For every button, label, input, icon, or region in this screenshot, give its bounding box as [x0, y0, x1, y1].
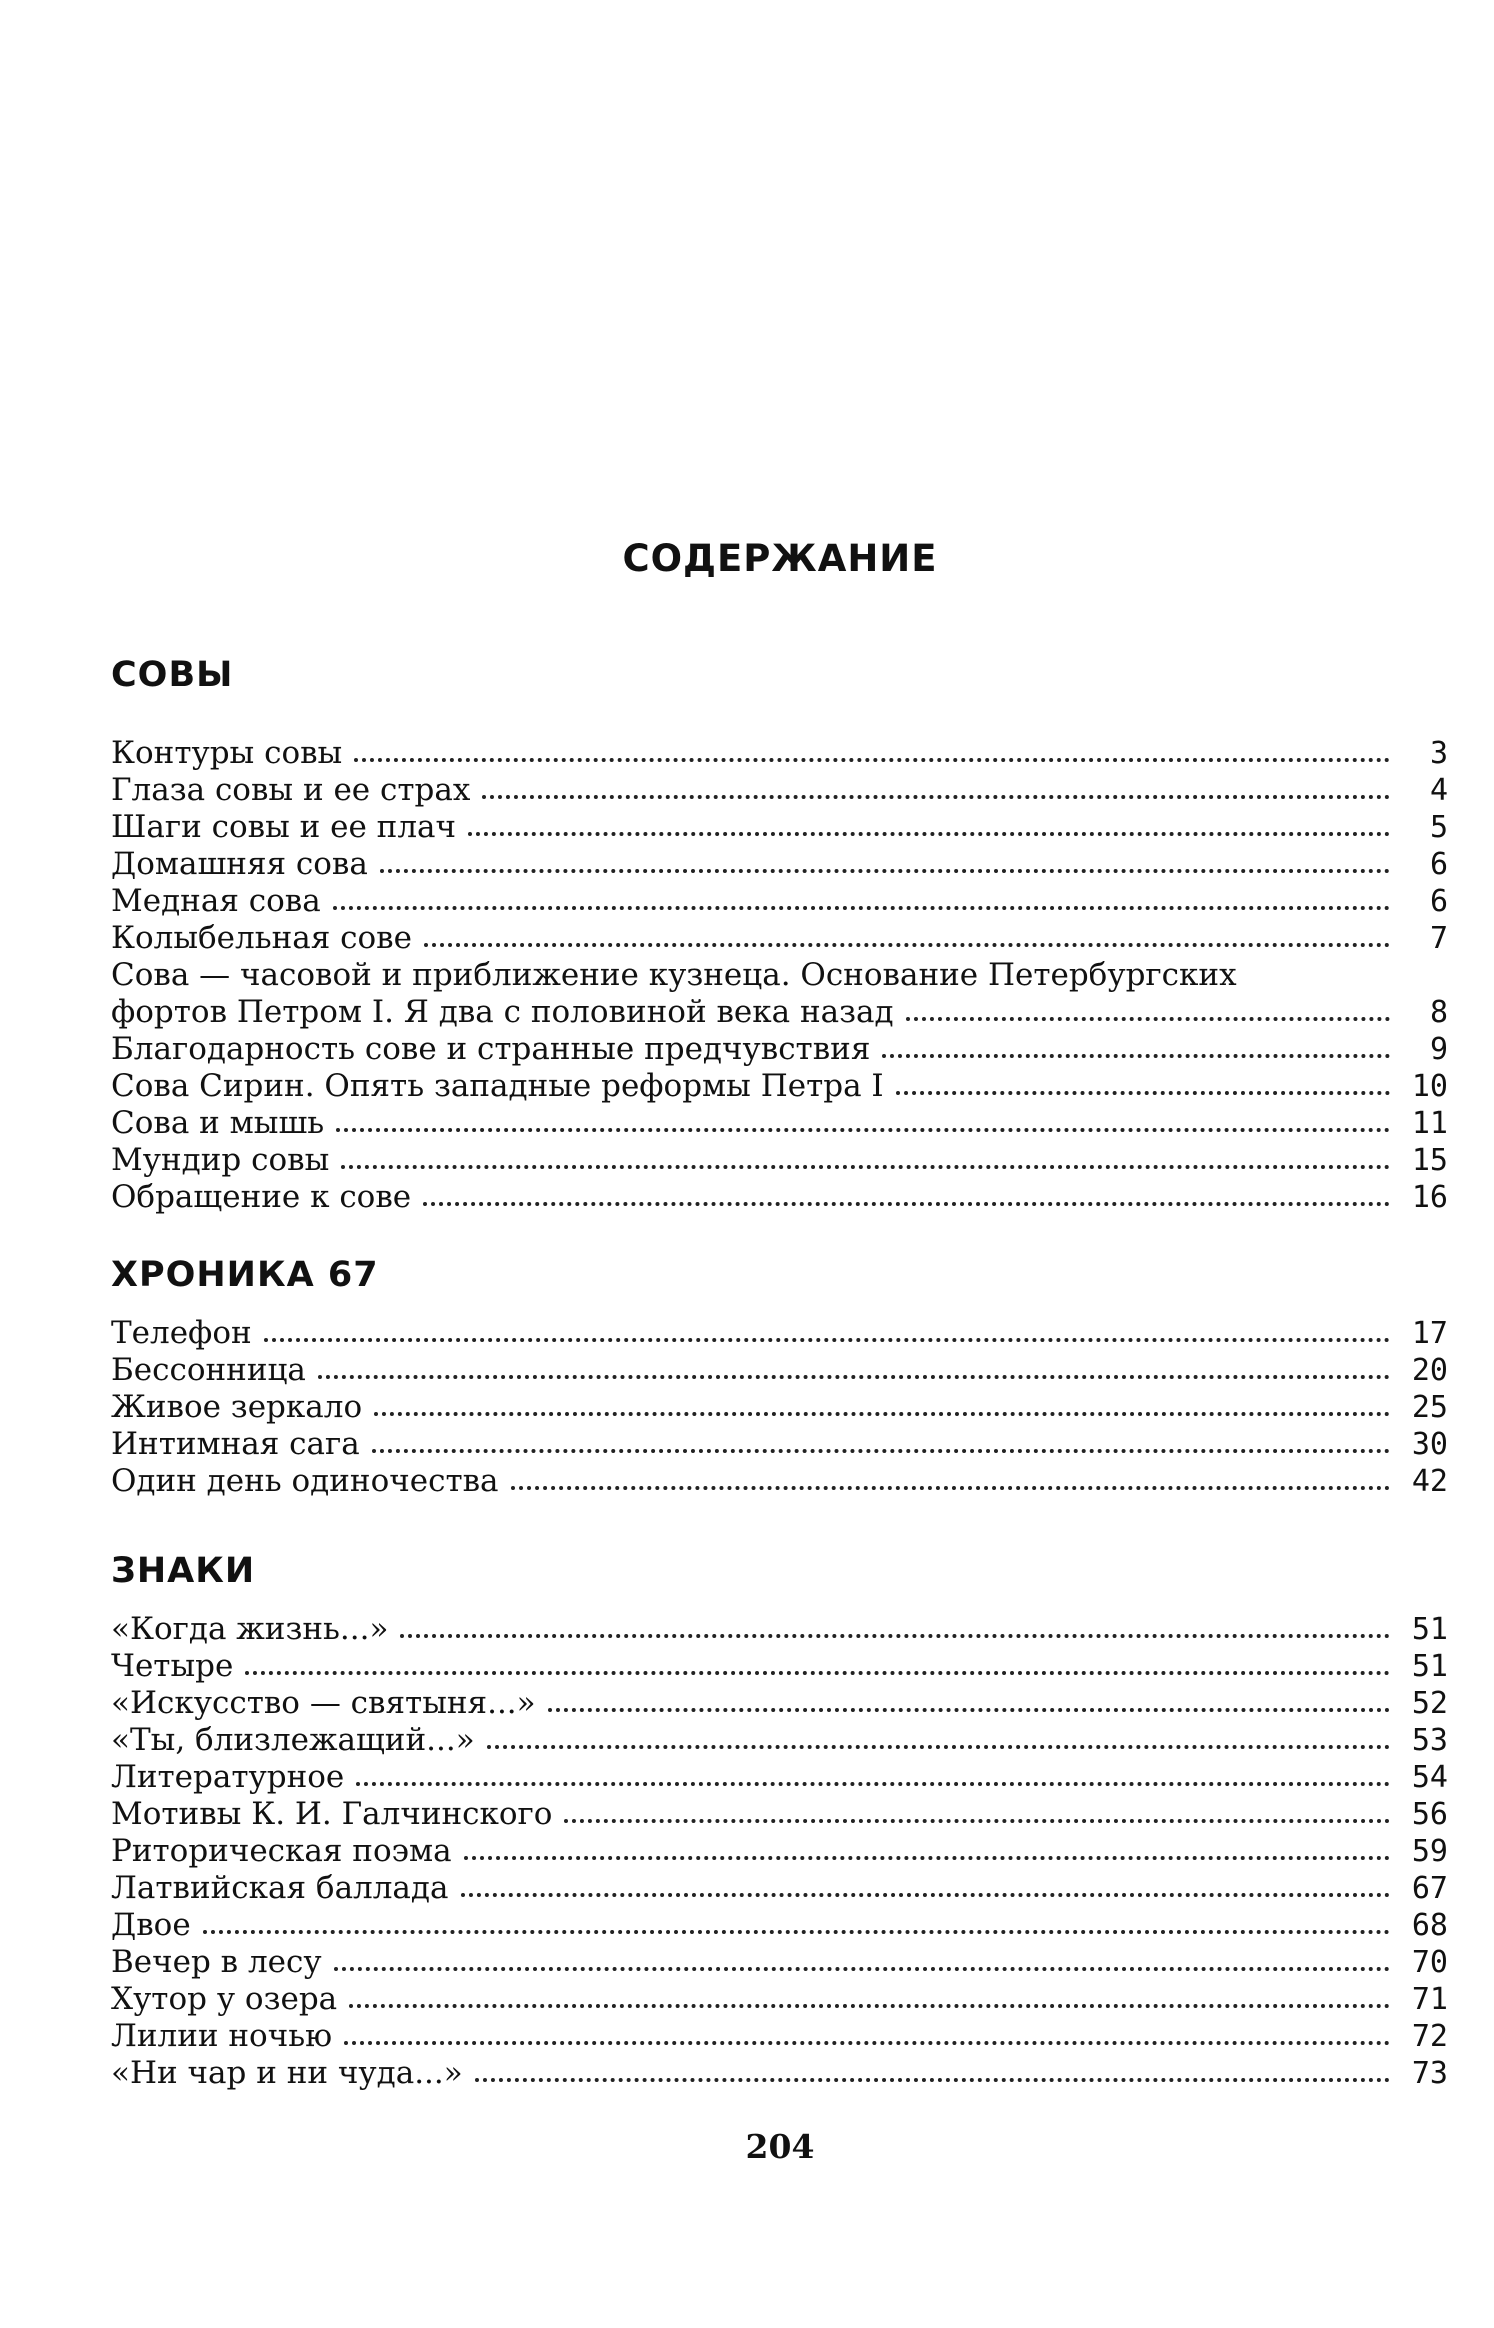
dot-leader — [548, 1708, 1390, 1712]
page-number: 6 — [1429, 847, 1448, 882]
toc-entry[interactable] — [111, 1315, 1448, 1352]
toc-entry[interactable] — [111, 1796, 1448, 1833]
toc-entry[interactable] — [111, 846, 1448, 883]
toc-entry[interactable] — [111, 1463, 1448, 1500]
entry-title-line1: Сова — часовой и приближение кузнеца. Основание Петербургских — [111, 957, 1237, 993]
entry-title: фортов Петром I. Я два с половиной века назад — [111, 994, 894, 1030]
toc-entry[interactable] — [111, 1105, 1448, 1142]
section-heading: ЗНАКИ — [111, 1551, 256, 1591]
toc-entry[interactable] — [111, 1759, 1448, 1796]
entry-title: Бессонница — [111, 1352, 306, 1388]
page-number: 30 — [1411, 1427, 1448, 1462]
dot-leader — [461, 1893, 1391, 1897]
page-number: 51 — [1411, 1649, 1448, 1684]
page-number: 3 — [1429, 736, 1448, 771]
page-number: 15 — [1411, 1143, 1448, 1178]
entry-title: Домашняя сова — [111, 846, 368, 882]
page-number: 73 — [1411, 2056, 1448, 2091]
page-number: 10 — [1411, 1069, 1448, 1104]
page-number: 8 — [1429, 995, 1448, 1030]
toc-entry[interactable] — [111, 1426, 1448, 1463]
entry-title: Четыре — [111, 1648, 234, 1684]
entry-title: «Искусство — святыня...» — [111, 1685, 536, 1721]
entry-title: Мотивы К. И. Галчинского — [111, 1796, 553, 1832]
entry-title: Один день одиночества — [111, 1463, 499, 1499]
dot-leader — [896, 1091, 1390, 1095]
entry-title: Контуры совы — [111, 735, 343, 771]
dot-leader — [511, 1486, 1390, 1490]
dot-leader — [374, 1412, 1390, 1416]
page-number: 53 — [1411, 1723, 1448, 1758]
entry-title: Глаза совы и ее страх — [111, 772, 471, 808]
toc-entry[interactable] — [111, 1907, 1448, 1944]
toc-entry[interactable] — [111, 1870, 1448, 1907]
toc-list — [111, 1611, 1448, 2092]
entry-title: «Ты, близлежащий...» — [111, 1722, 475, 1758]
toc-list — [111, 1315, 1448, 1500]
dot-leader — [423, 1202, 1390, 1206]
toc-entry[interactable] — [111, 883, 1448, 920]
dot-leader — [245, 1671, 1390, 1675]
toc-entry[interactable] — [111, 1648, 1448, 1685]
page-number: 7 — [1429, 921, 1448, 956]
entry-title: «Ни чар и ни чуда...» — [111, 2055, 463, 2091]
entry-title: «Когда жизнь...» — [111, 1611, 389, 1647]
toc-entry[interactable] — [111, 920, 1448, 957]
page-number: 54 — [1411, 1760, 1448, 1795]
page-number: 5 — [1429, 810, 1448, 845]
entry-title: Хутор у озера — [111, 1981, 338, 2017]
dot-leader — [318, 1375, 1390, 1379]
page-number: 59 — [1411, 1834, 1448, 1869]
page-number: 16 — [1411, 1180, 1448, 1215]
dot-leader — [424, 943, 1390, 947]
page-number: 9 — [1429, 1032, 1448, 1067]
page-title: СОДЕРЖАНИЕ — [622, 537, 938, 580]
dot-leader — [349, 2004, 1390, 2008]
entry-title: Колыбельная сове — [111, 920, 412, 956]
page-number: 17 — [1411, 1316, 1448, 1351]
dot-leader — [475, 2078, 1390, 2082]
entry-title: Шаги совы и ее плач — [111, 809, 457, 845]
dot-leader — [336, 1128, 1390, 1132]
section-khronika — [111, 1255, 1448, 1500]
dot-leader — [334, 1967, 1390, 1971]
dot-leader — [400, 1634, 1390, 1638]
page-number: 20 — [1411, 1353, 1448, 1388]
toc-entry[interactable] — [111, 1611, 1448, 1648]
toc-entry[interactable] — [111, 809, 1448, 846]
dot-leader — [482, 795, 1390, 799]
entry-title: Обращение к сове — [111, 1179, 412, 1215]
page-number: 72 — [1411, 2019, 1448, 2054]
page-number: 6 — [1429, 884, 1448, 919]
entry-title: Лилии ночью — [111, 2018, 333, 2054]
toc-entry[interactable] — [111, 1179, 1448, 1216]
toc-entry[interactable] — [111, 1722, 1448, 1759]
entry-title: Живое зеркало — [111, 1389, 363, 1425]
toc-entry[interactable] — [111, 1031, 1448, 1068]
entry-title: Литературное — [111, 1759, 345, 1795]
section-sovy — [111, 655, 1448, 1216]
page-number: 56 — [1411, 1797, 1448, 1832]
entry-title: Двое — [111, 1907, 191, 1943]
section-znaki — [111, 1551, 1448, 2092]
entry-title: Телефон — [111, 1315, 252, 1351]
section-heading: СОВЫ — [111, 655, 234, 695]
toc-entry[interactable] — [111, 1833, 1448, 1870]
dot-leader — [906, 1017, 1390, 1021]
entry-title: Медная сова — [111, 883, 321, 919]
toc-entry[interactable] — [111, 1142, 1448, 1179]
entry-title: Вечер в лесу — [111, 1944, 322, 1980]
entry-title: Интимная сага — [111, 1426, 360, 1462]
page-number: 70 — [1411, 1945, 1448, 1980]
dot-leader — [464, 1856, 1390, 1860]
dot-leader — [564, 1819, 1390, 1823]
toc-entry[interactable] — [111, 2018, 1448, 2055]
toc-entry[interactable] — [111, 1352, 1448, 1389]
toc-list — [111, 735, 1448, 1216]
toc-entry[interactable] — [111, 1389, 1448, 1426]
entry-title: Благодарность сове и странные предчувствия — [111, 1031, 871, 1067]
dot-leader — [356, 1782, 1390, 1786]
dot-leader — [203, 1930, 1390, 1934]
page-number: 51 — [1411, 1612, 1448, 1647]
page-number: 52 — [1411, 1686, 1448, 1721]
page-number: 11 — [1411, 1106, 1448, 1141]
entry-title: Риторическая поэма — [111, 1833, 452, 1869]
dot-leader — [341, 1165, 1390, 1169]
toc-entry[interactable] — [111, 1685, 1448, 1722]
dot-leader — [333, 906, 1390, 910]
toc-entry[interactable] — [111, 735, 1448, 772]
toc-entry[interactable] — [111, 2055, 1448, 2092]
page-number: 71 — [1411, 1982, 1448, 2017]
dot-leader — [882, 1054, 1390, 1058]
page-number: 4 — [1429, 773, 1448, 808]
section-heading: ХРОНИКА 67 — [111, 1255, 379, 1295]
dot-leader — [264, 1338, 1390, 1342]
page-number: 25 — [1411, 1390, 1448, 1425]
entry-title: Сова Сирин. Опять западные реформы Петра I — [111, 1068, 884, 1104]
dot-leader — [487, 1745, 1390, 1749]
entry-title: Мундир совы — [111, 1142, 330, 1178]
page-number: 67 — [1411, 1871, 1448, 1906]
dot-leader — [344, 2041, 1390, 2045]
entry-title: Латвийская баллада — [111, 1870, 449, 1906]
dot-leader — [468, 832, 1390, 836]
toc-entry[interactable] — [111, 957, 1448, 1031]
toc-entry[interactable] — [111, 1981, 1448, 2018]
page-number: 68 — [1411, 1908, 1448, 1943]
dot-leader — [354, 758, 1390, 762]
page-number-folio: 204 — [745, 2127, 815, 2166]
toc-entry[interactable] — [111, 1068, 1448, 1105]
entry-title: Сова и мышь — [111, 1105, 325, 1141]
dot-leader — [372, 1449, 1390, 1453]
toc-entry[interactable] — [111, 772, 1448, 809]
page-number: 42 — [1411, 1464, 1448, 1499]
toc-entry[interactable] — [111, 1944, 1448, 1981]
dot-leader — [380, 869, 1390, 873]
